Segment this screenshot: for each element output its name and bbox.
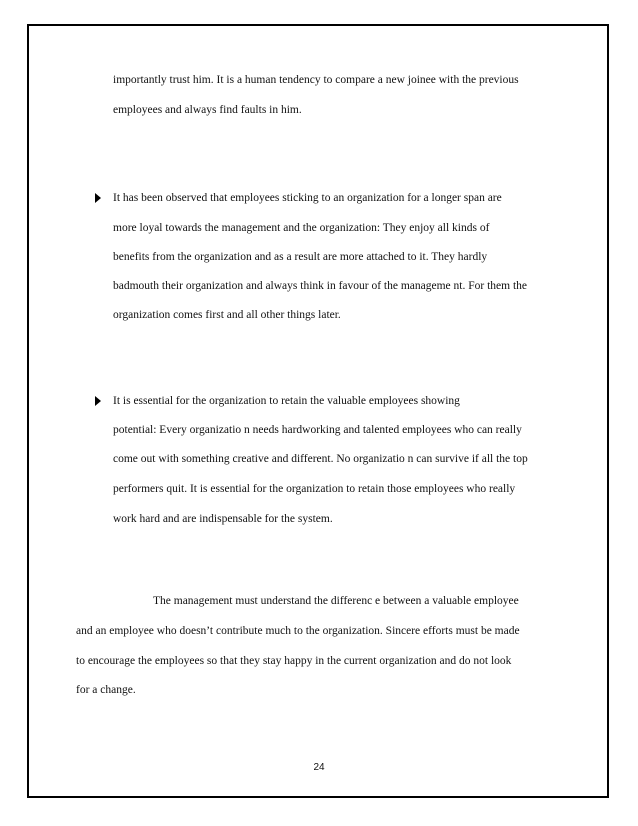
bullet-line: come out with something creative and different. No organizatio n can survive if all the top — [113, 453, 528, 465]
triangle-right-icon — [95, 193, 101, 203]
paragraph-line: and an employee who doesn’t contribute much to the organization. Sincere efforts must be made — [76, 625, 520, 637]
bullet-line: badmouth their organization and always think in favour of the manageme nt. For them the — [113, 280, 527, 292]
bullet-line: work hard and are indispensable for the system. — [113, 513, 333, 525]
bullet-line: benefits from the organization and as a result are more attached to it. They hardly — [113, 251, 488, 263]
paragraph-line: The management must understand the differenc e between a valuable employee — [153, 595, 519, 607]
paragraph-line: to encourage the employees so that they stay happy in the current organization and do not look — [76, 655, 512, 667]
paragraph-line: for a change. — [76, 684, 136, 696]
bullet-line: organization comes first and all other things later. — [113, 309, 341, 321]
triangle-right-icon — [95, 396, 101, 406]
bullet-line: It has been observed that employees sticking to an organization for a longer span are — [113, 192, 502, 204]
bullet-line: potential: Every organizatio n needs hardworking and talented employees who can really — [113, 424, 522, 436]
continuation-line: importantly trust him. It is a human tendency to compare a new joinee with the previous — [113, 74, 519, 86]
continuation-line: employees and always find faults in him. — [113, 104, 302, 116]
page-border — [27, 24, 609, 798]
page-number: 24 — [313, 762, 325, 773]
bullet-line: performers quit. It is essential for the organization to retain those employees who really — [113, 483, 516, 495]
bullet-line: It is essential for the organization to retain the valuable employees showing — [113, 395, 460, 407]
bullet-line: more loyal towards the management and the organization: They enjoy all kinds of — [113, 222, 490, 234]
